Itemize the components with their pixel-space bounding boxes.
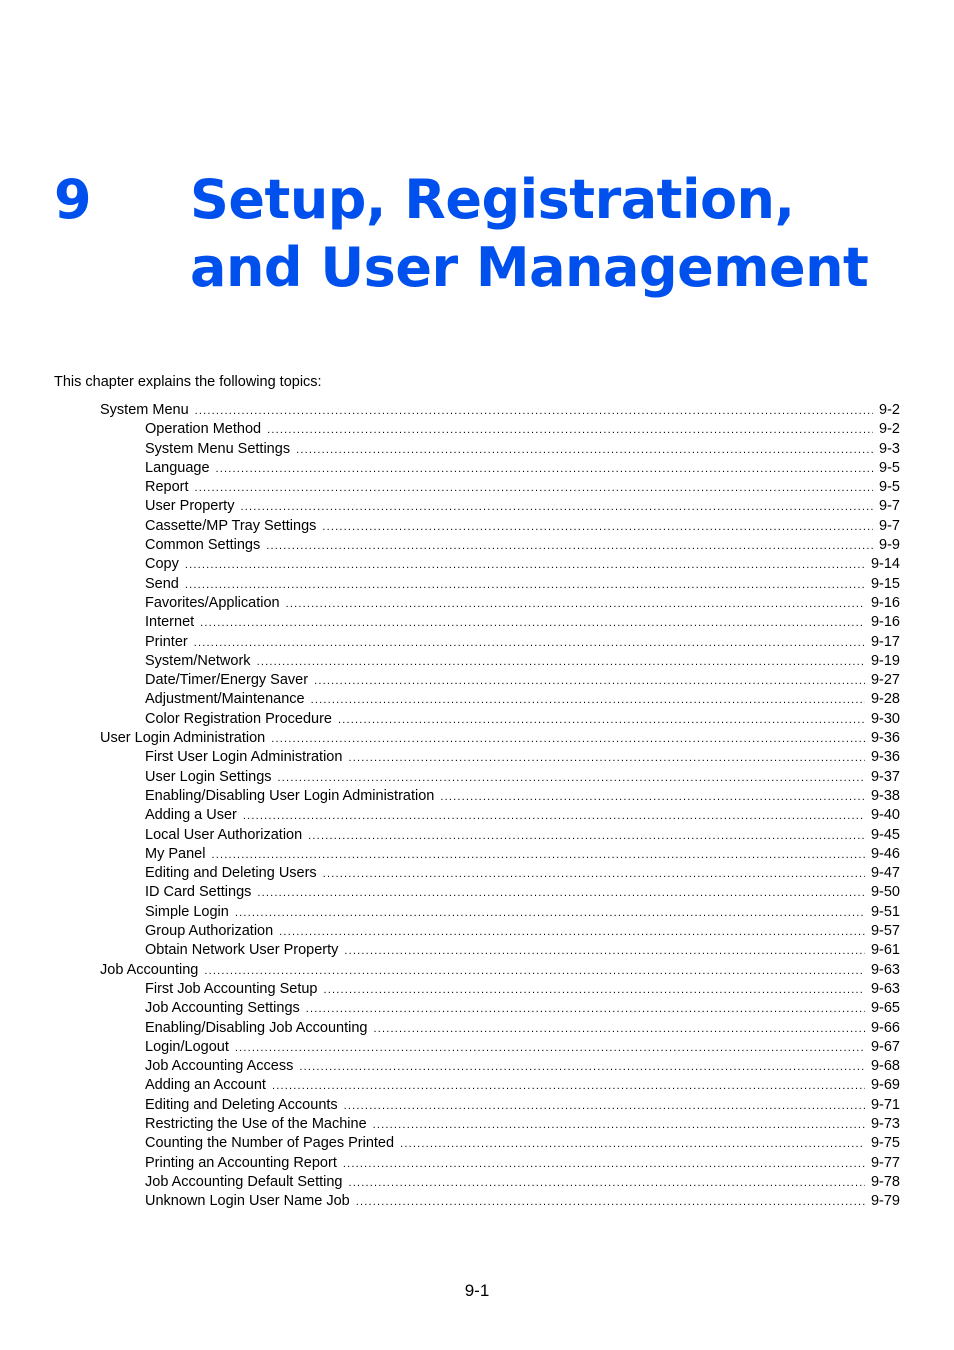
toc-entry-page: 9-45 bbox=[870, 826, 900, 843]
toc-subsection-entry[interactable] bbox=[100, 710, 900, 729]
toc-entry-label: Unknown Login User Name Job bbox=[145, 1193, 350, 1210]
chapter-number: 9 bbox=[54, 168, 92, 231]
toc-subsection-entry[interactable] bbox=[100, 497, 900, 516]
toc-entry-page: 9-38 bbox=[870, 787, 900, 804]
toc-dot-leader bbox=[185, 576, 865, 595]
toc-subsection-entry[interactable] bbox=[100, 787, 900, 806]
toc-entry-page: 9-7 bbox=[879, 498, 900, 515]
toc-entry-label: Adding a User bbox=[145, 807, 237, 824]
toc-entry-page: 9-5 bbox=[879, 479, 900, 496]
toc-dot-leader bbox=[308, 827, 865, 846]
toc-subsection-entry[interactable] bbox=[100, 671, 900, 690]
toc-dot-leader bbox=[257, 884, 865, 903]
toc-dot-leader bbox=[299, 1058, 865, 1077]
toc-entry-label: Favorites/Application bbox=[145, 594, 280, 611]
toc-entry-label: Editing and Deleting Accounts bbox=[145, 1096, 338, 1113]
toc-subsection-entry[interactable] bbox=[100, 1192, 900, 1211]
toc-dot-leader bbox=[216, 460, 874, 479]
toc-entry-page: 9-68 bbox=[870, 1058, 900, 1075]
toc-entry-page: 9-36 bbox=[870, 730, 900, 747]
chapter-title-line-1: Setup, Registration, bbox=[190, 168, 795, 231]
toc-entry-page: 9-77 bbox=[870, 1154, 900, 1171]
toc-dot-leader bbox=[267, 421, 873, 440]
toc-entry-page: 9-2 bbox=[879, 402, 900, 418]
toc-subsection-entry[interactable] bbox=[100, 594, 900, 613]
toc-subsection-entry[interactable] bbox=[100, 555, 900, 574]
toc-dot-leader bbox=[278, 769, 865, 788]
toc-entry-label: First Job Accounting Setup bbox=[145, 980, 318, 997]
toc-subsection-entry[interactable] bbox=[100, 652, 900, 671]
toc-dot-leader bbox=[373, 1116, 865, 1135]
toc-entry-label: Printing an Accounting Report bbox=[145, 1154, 337, 1171]
page-number: 9-1 bbox=[464, 1281, 490, 1300]
toc-subsection-entry[interactable] bbox=[100, 922, 900, 941]
toc-subsection-entry[interactable] bbox=[100, 941, 900, 960]
toc-entry-page: 9-37 bbox=[870, 768, 900, 785]
toc-subsection-entry[interactable] bbox=[100, 883, 900, 902]
toc-entry-page: 9-5 bbox=[879, 459, 900, 476]
toc-entry-page: 9-16 bbox=[870, 594, 900, 611]
toc-subsection-entry[interactable] bbox=[100, 690, 900, 709]
toc-subsection-entry[interactable] bbox=[100, 517, 900, 536]
toc-subsection-entry[interactable] bbox=[100, 864, 900, 883]
toc-dot-leader bbox=[324, 981, 865, 1000]
toc-entry-label: Editing and Deleting Users bbox=[145, 865, 317, 882]
chapter-intro: This chapter explains the following topics: bbox=[54, 374, 322, 390]
toc-subsection-entry[interactable] bbox=[100, 633, 900, 652]
toc-dot-leader bbox=[373, 1020, 864, 1039]
toc-dot-leader bbox=[271, 730, 865, 749]
toc-subsection-entry[interactable] bbox=[100, 980, 900, 999]
toc-subsection-entry[interactable] bbox=[100, 999, 900, 1018]
toc-dot-leader bbox=[279, 923, 865, 942]
toc-entry-label: Common Settings bbox=[145, 537, 261, 554]
toc-entry-label: Restricting the Use of the Machine bbox=[145, 1115, 367, 1132]
toc-entry-label: Color Registration Procedure bbox=[145, 710, 332, 727]
toc-subsection-entry[interactable] bbox=[100, 420, 900, 439]
toc-entry-label: User Login Administration bbox=[100, 730, 266, 747]
toc-entry-page: 9-73 bbox=[870, 1115, 900, 1132]
toc-entry-page: 9-28 bbox=[870, 691, 900, 708]
toc-entry-page: 9-50 bbox=[870, 884, 900, 901]
toc-entry-page: 9-78 bbox=[870, 1173, 900, 1190]
toc-dot-leader bbox=[306, 1000, 865, 1019]
toc-entry-label: Job Accounting bbox=[100, 961, 199, 978]
toc-entry-page: 9-79 bbox=[870, 1193, 900, 1210]
toc-entry-label: Operation Method bbox=[145, 421, 262, 438]
toc-entry-page: 9-47 bbox=[870, 865, 900, 882]
toc-dot-leader bbox=[195, 479, 874, 498]
toc-dot-leader bbox=[343, 1155, 865, 1174]
toc-entry-page: 9-75 bbox=[870, 1135, 900, 1152]
toc-entry-label: Send bbox=[145, 575, 179, 592]
toc-dot-leader bbox=[185, 556, 865, 575]
toc-subsection-entry[interactable] bbox=[100, 1134, 900, 1153]
toc-entry-page: 9-15 bbox=[870, 575, 900, 592]
toc-entry-page: 9-57 bbox=[870, 923, 900, 940]
toc-entry-label: Enabling/Disabling Job Accounting bbox=[145, 1019, 368, 1036]
toc-dot-leader bbox=[323, 865, 865, 884]
toc-subsection-entry[interactable] bbox=[100, 845, 900, 864]
toc-entry-label: User Login Settings bbox=[145, 768, 272, 785]
toc-entry-label: Job Accounting Settings bbox=[145, 1000, 300, 1017]
toc-dot-leader bbox=[400, 1135, 865, 1154]
toc-entry-label: Local User Authorization bbox=[145, 826, 303, 843]
toc-subsection-entry[interactable] bbox=[100, 459, 900, 478]
toc-entry-page: 9-71 bbox=[870, 1096, 900, 1113]
toc-dot-leader bbox=[440, 788, 865, 807]
toc-entry-page: 9-67 bbox=[870, 1038, 900, 1055]
toc-dot-leader bbox=[243, 807, 865, 826]
toc-entry-label: Adding an Account bbox=[145, 1077, 266, 1094]
toc-dot-leader bbox=[195, 402, 873, 421]
toc-subsection-entry[interactable] bbox=[100, 1076, 900, 1095]
toc-subsection-entry[interactable] bbox=[100, 806, 900, 825]
toc-dot-leader bbox=[286, 595, 865, 614]
toc-dot-leader bbox=[200, 614, 865, 633]
toc-dot-leader bbox=[211, 846, 865, 865]
toc-entry-label: Obtain Network User Property bbox=[145, 942, 339, 959]
toc-dot-leader bbox=[296, 441, 873, 460]
toc-entry-label: User Property bbox=[145, 498, 235, 515]
toc-subsection-entry[interactable] bbox=[100, 826, 900, 845]
toc-dot-leader bbox=[194, 634, 865, 653]
toc-subsection-entry[interactable] bbox=[100, 575, 900, 594]
toc-entry-page: 9-17 bbox=[870, 633, 900, 650]
table-of-contents bbox=[100, 401, 900, 1211]
toc-subsection-entry[interactable] bbox=[100, 613, 900, 632]
toc-section-entry[interactable] bbox=[100, 729, 900, 748]
toc-entry-label: Date/Timer/Energy Saver bbox=[145, 672, 309, 689]
toc-dot-leader bbox=[314, 672, 865, 691]
toc-subsection-entry[interactable] bbox=[100, 748, 900, 767]
toc-dot-leader bbox=[235, 904, 865, 923]
toc-subsection-entry[interactable] bbox=[100, 478, 900, 497]
toc-entry-page: 9-16 bbox=[870, 614, 900, 631]
toc-dot-leader bbox=[240, 498, 873, 517]
toc-entry-page: 9-19 bbox=[870, 652, 900, 669]
toc-dot-leader bbox=[338, 711, 865, 730]
toc-entry-page: 9-7 bbox=[879, 517, 900, 534]
toc-entry-page: 9-3 bbox=[879, 440, 900, 457]
toc-subsection-entry[interactable] bbox=[100, 768, 900, 787]
toc-subsection-entry[interactable] bbox=[100, 1038, 900, 1057]
toc-subsection-entry[interactable] bbox=[100, 1019, 900, 1038]
toc-entry-label: System Menu bbox=[100, 402, 189, 418]
toc-entry-label: Login/Logout bbox=[145, 1038, 229, 1055]
toc-subsection-entry[interactable] bbox=[100, 1057, 900, 1076]
toc-dot-leader bbox=[257, 653, 865, 672]
toc-entry-page: 9-66 bbox=[870, 1019, 900, 1036]
toc-entry-label: Group Authorization bbox=[145, 923, 274, 940]
toc-section-entry[interactable] bbox=[100, 401, 900, 420]
toc-subsection-entry[interactable] bbox=[100, 536, 900, 555]
toc-entry-page: 9-40 bbox=[870, 807, 900, 824]
chapter-title bbox=[190, 166, 868, 302]
toc-entry-page: 9-61 bbox=[870, 942, 900, 959]
toc-entry-label: Adjustment/Maintenance bbox=[145, 691, 305, 708]
toc-entry-label: Report bbox=[145, 479, 189, 496]
toc-section-entry[interactable] bbox=[100, 961, 900, 980]
toc-entry-page: 9-9 bbox=[879, 537, 900, 554]
toc-entry-label: First User Login Administration bbox=[145, 749, 343, 766]
toc-subsection-entry[interactable] bbox=[100, 1115, 900, 1134]
toc-entry-page: 9-27 bbox=[870, 672, 900, 689]
toc-entry-label: ID Card Settings bbox=[145, 884, 252, 901]
toc-entry-page: 9-14 bbox=[870, 556, 900, 573]
toc-entry-page: 9-30 bbox=[870, 710, 900, 727]
toc-entry-label: System Menu Settings bbox=[145, 440, 291, 457]
toc-entry-label: Internet bbox=[145, 614, 195, 631]
toc-entry-label: My Panel bbox=[145, 845, 206, 862]
toc-subsection-entry[interactable] bbox=[100, 1096, 900, 1115]
toc-entry-page: 9-69 bbox=[870, 1077, 900, 1094]
toc-subsection-entry[interactable] bbox=[100, 440, 900, 459]
toc-entry-page: 9-46 bbox=[870, 845, 900, 862]
toc-subsection-entry[interactable] bbox=[100, 903, 900, 922]
toc-entry-label: Job Accounting Access bbox=[145, 1058, 294, 1075]
toc-dot-leader bbox=[348, 749, 865, 768]
toc-entry-label: Simple Login bbox=[145, 903, 229, 920]
toc-entry-page: 9-36 bbox=[870, 749, 900, 766]
toc-subsection-entry[interactable] bbox=[100, 1154, 900, 1173]
toc-entry-page: 9-63 bbox=[870, 961, 900, 978]
toc-dot-leader bbox=[344, 1097, 865, 1116]
toc-entry-page: 9-51 bbox=[870, 903, 900, 920]
chapter-title-line-2: and User Management bbox=[190, 236, 869, 299]
toc-entry-label: Language bbox=[145, 459, 210, 476]
toc-dot-leader bbox=[266, 537, 873, 556]
toc-entry-label: Job Accounting Default Setting bbox=[145, 1173, 343, 1190]
toc-entry-page: 9-65 bbox=[870, 1000, 900, 1017]
toc-entry-page: 9-63 bbox=[870, 980, 900, 997]
toc-entry-label: Counting the Number of Pages Printed bbox=[145, 1135, 395, 1152]
toc-subsection-entry[interactable] bbox=[100, 1173, 900, 1192]
toc-entry-label: System/Network bbox=[145, 652, 251, 669]
toc-dot-leader bbox=[235, 1039, 865, 1058]
toc-entry-label: Enabling/Disabling User Login Administration bbox=[145, 787, 435, 804]
toc-entry-page: 9-2 bbox=[879, 421, 900, 438]
toc-dot-leader bbox=[349, 1174, 865, 1193]
toc-dot-leader bbox=[311, 691, 865, 710]
toc-entry-label: Cassette/MP Tray Settings bbox=[145, 517, 317, 534]
toc-entry-label: Copy bbox=[145, 556, 179, 573]
toc-entry-label: Printer bbox=[145, 633, 188, 650]
toc-dot-leader bbox=[272, 1077, 865, 1096]
toc-dot-leader bbox=[204, 962, 865, 981]
toc-dot-leader bbox=[344, 942, 865, 961]
toc-dot-leader bbox=[356, 1193, 865, 1212]
toc-dot-leader bbox=[322, 518, 873, 537]
